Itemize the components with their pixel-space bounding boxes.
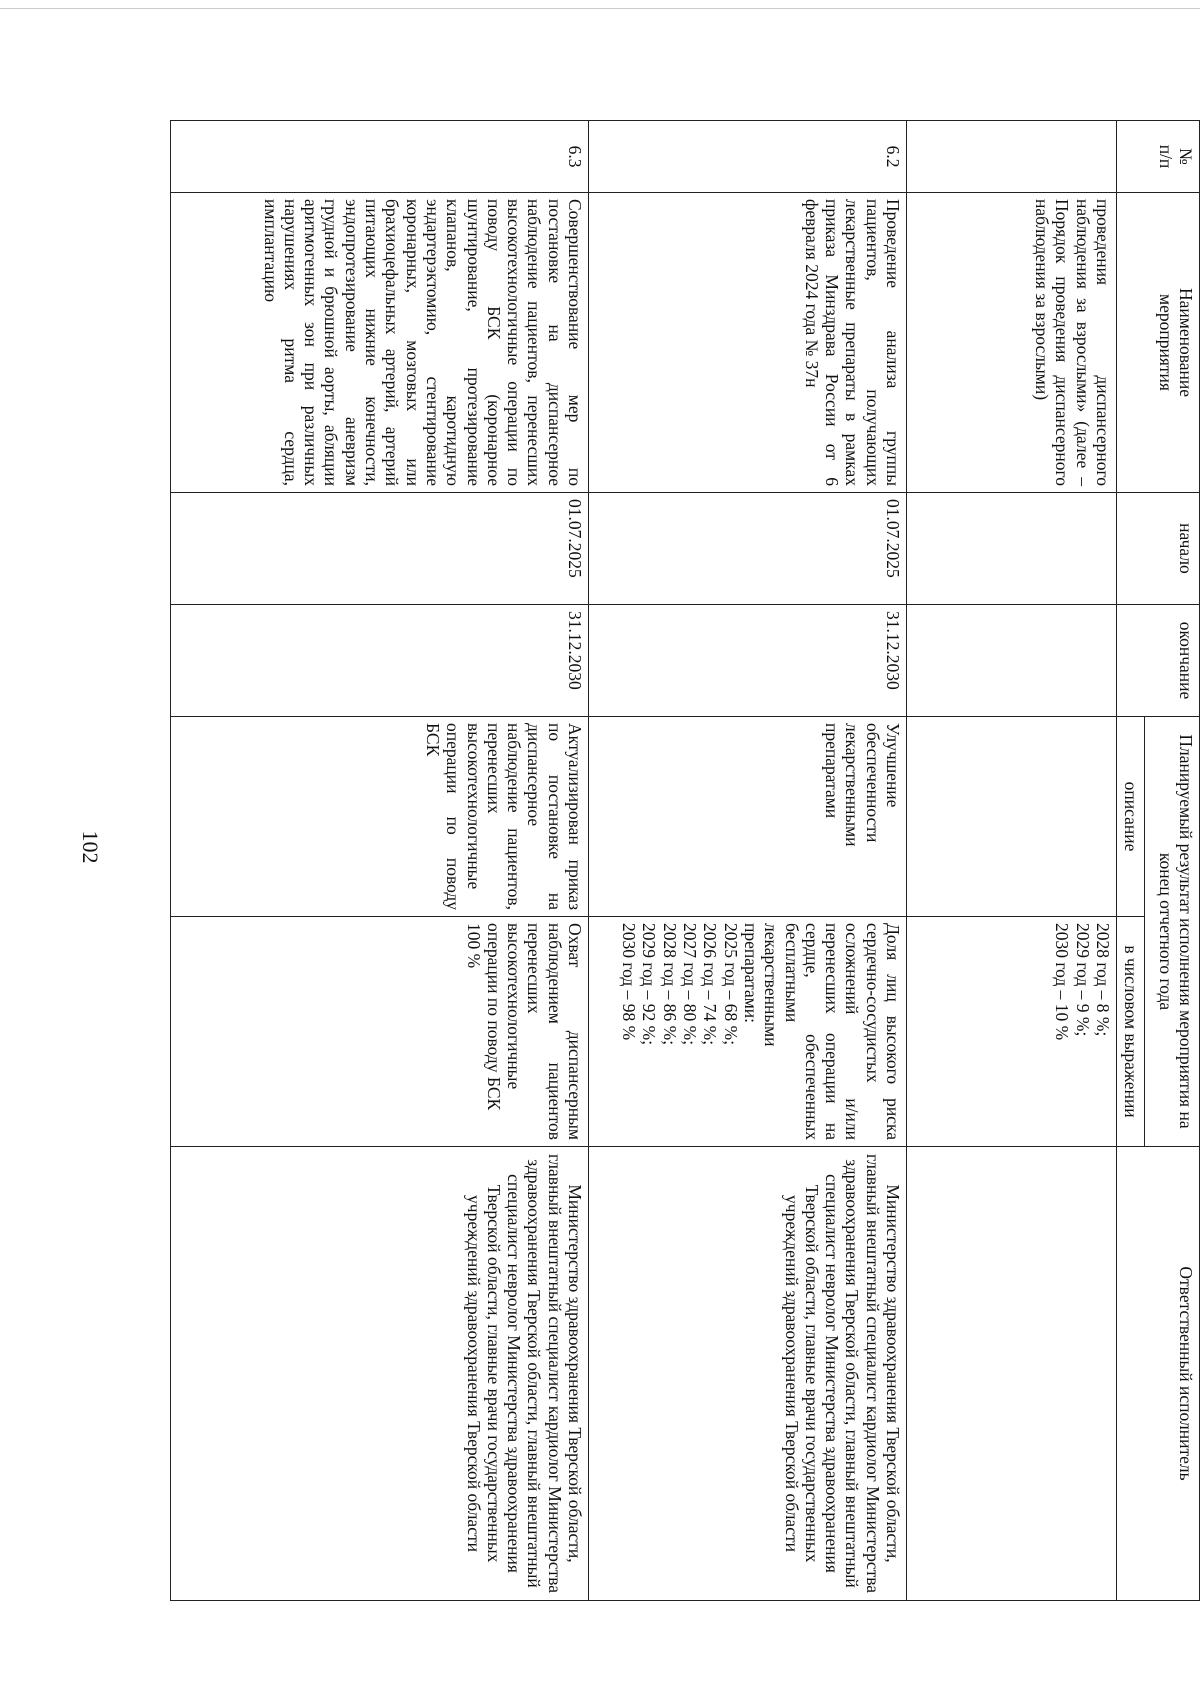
row-num: 6.3 (171, 121, 589, 193)
page-number: 102 (78, 830, 103, 864)
table-row (171, 121, 589, 1601)
row-value: 2025 год – 68 %; 2026 год – 74 %; 2027 год – 80 %; 2028 год – 86 %; 2029 год – 92 %; 2030 год – 98 % (619, 923, 741, 1046)
header-num: № п/п (1117, 121, 1200, 193)
row-start: 01.07.2025 (171, 493, 589, 605)
row-num (907, 121, 1117, 193)
rotated-table-container (170, 120, 1200, 1600)
row-num: 6.2 (589, 121, 907, 193)
row-end: 31.12.2030 (171, 605, 589, 717)
row-value-intro: Доля лиц высокого риска сердечно-сосудистых осложнений и/или перенесших операции на сердце, обеспеченных бесплатными лекарственными препаратами: (740, 923, 903, 1141)
row-start (907, 493, 1117, 605)
table-row (907, 121, 1117, 1601)
header-result: Планируемый результат исполнения мероприятия на конец отчетного года (1145, 717, 1200, 1147)
row-value-cell (589, 917, 907, 1147)
row-responsible: Министерство здравоохранения Тверской области, главный внештатный специалист кардиолог Министерства здравоохранения Тверской области, главный внештатный специалист невролог Министерства здравоохранения Тверской области, главные врачи государственных учреждений здравоохранения Тверской области (589, 1147, 907, 1601)
table-row (589, 121, 907, 1601)
scan-edge-line (0, 8, 1200, 9)
row-value: 100 % (463, 923, 484, 969)
header-start: начало (1117, 493, 1200, 605)
header-row-top (1145, 121, 1200, 1601)
row-responsible (907, 1147, 1117, 1601)
row-value: 2028 год – 8 %; 2029 год – 9 %; 2030 год – 10 % (907, 917, 1117, 1147)
row-name: проведения диспансерного наблюдения за взрослыми» (далее – Порядок проведения диспансерного наблюдения за взрослыми) (907, 193, 1117, 493)
row-name: Проведение анализа группы пациентов, получающих лекарственные препараты в рамках приказа Минздрава России от 6 февраля 2024 года № 37н (589, 193, 907, 493)
row-responsible: Министерство здравоохранения Тверской области, главный внештатный специалист кардиолог Министерства здравоохранения Тверской области, главный внештатный специалист невролог Министерства здравоохранения Тверской области, главные врачи государственных учреждений здравоохранения Тверской области (171, 1147, 589, 1601)
activities-table (170, 120, 1200, 1601)
row-start: 01.07.2025 (589, 493, 907, 605)
row-description: Актуализирован приказ по постановке на диспансерное наблюдение пациентов, перенесших высокотехнологичные операции по поводу БСК (171, 717, 589, 917)
row-end: 31.12.2030 (589, 605, 907, 717)
header-responsible: Ответственный исполнитель (1117, 1147, 1200, 1601)
header-result-description: описание (1117, 717, 1145, 917)
row-name: Совершенствование мер по постановке на диспансерное наблюдение пациентов, перенесших высокотехнологичные операции по поводу БСК (коронарное шунтирование, протезирование клапанов, каротидную эндартерэктомию, стентирование коронарных, мозговых или брахиоцефальных артерий, артерий питающих нижние конечности, эндопротезирование аневризм грудной и брюшной аорты, абляции аритмогенных зон при различных нарушениях ритма сердца, имплантацию (171, 193, 589, 493)
row-end (907, 605, 1117, 717)
row-value-cell (171, 917, 589, 1147)
row-description: Улучшение обеспеченности лекарственными препаратами (589, 717, 907, 917)
header-name: Наименование мероприятия (1117, 193, 1200, 493)
header-end: окончание (1117, 605, 1200, 717)
header-result-numeric: в числовом выражении (1117, 917, 1145, 1147)
row-value-intro: Охват диспансерным наблюдением пациентов перенесших высокотехнологичные операции по поводу БСК (483, 923, 585, 1141)
row-description (907, 717, 1117, 917)
